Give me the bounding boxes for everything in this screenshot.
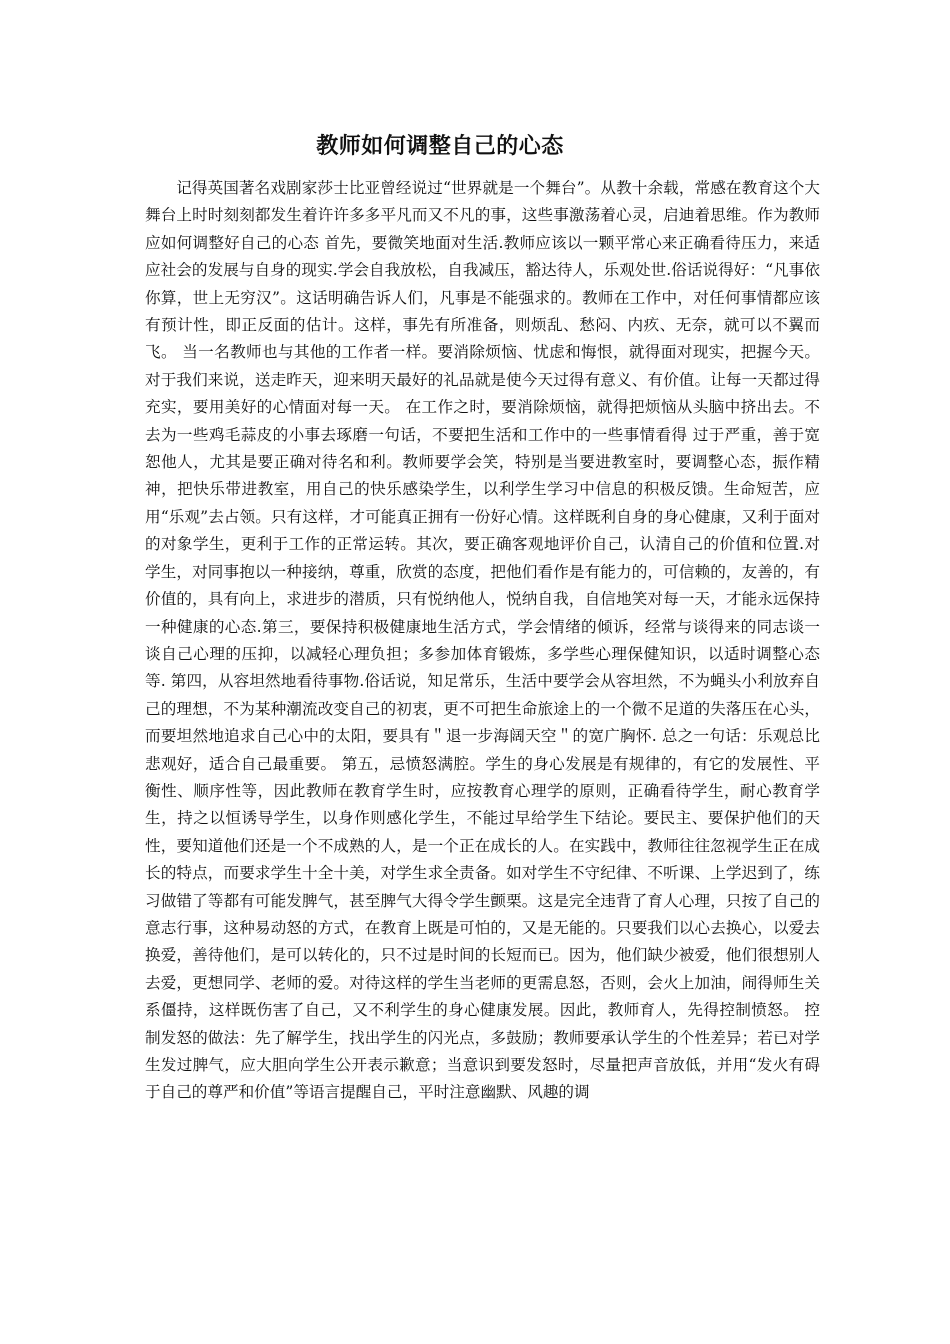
document-body-paragraph: 记得英国著名戏剧家莎士比亚曾经说过“世界就是一个舞台”。从教十余载，常感在教育这个大舞台上时时刻刻都发生着许许多多平凡而又不凡的事，这些事激荡着心灵，启迪着思维。作为教师应如何调整好自己的心态 首先，要微笑地面对生活.教师应该以一颗平常心来正确看待压力，来适应社会的发展与自身的现实.学会自我放松，自我减压，豁达待人，乐观处世.俗话说得好：“凡事依你算，世上无穷汉”。这话明确告诉人们，凡事是不能强求的。教师在工作中，对任何事情都应该有预计性，即正反面的估计。这样，事先有所准备，则烦乱、愁闷、内疚、无奈，就可以不翼而飞。 当一名教师也与其他的工作者一样。要消除烦恼、忧虑和悔恨，就得面对现实，把握今天。对于我们来说，送走昨天，迎来明天最好的礼品就是使今天过得有意义、有价值。让每一天都过得充实，要用美好的心情面对每一天。 在工作之时，要消除烦恼，就得把烦恼从头脑中挤出去。不去为一些鸡毛蒜皮的小事去琢磨一句话，不要把生活和工作中的一些事情看得 过于严重，善于宽恕他人，尤其是要正确对待名和利。教师要学会笑，特别是当要进教室时，要调整心态，振作精神，把快乐带进教室，用自己的快乐感染学生，以利学生学习中信息的积极反馈。生命短苦，应用“乐观”去占领。只有这样，才可能真正拥有一份好心情。这样既利自身的身心健康，又利于面对的对象学生，更利于工作的正常运转。其次，要正确客观地评价自己，认清自己的价值和位置.对学生，对同事抱以一种接纳，尊重，欣赏的态度，把他们看作是有能力的，可信赖的，友善的，有价值的，具有向上，求进步的潜质，只有悦纳他人，悦纳自我，自信地笑对每一天，才能永远保持一种健康的心态.第三，要保持积极健康地生活方式，学会情绪的倾诉，经常与谈得来的同志谈一谈自己心理的压抑，以减轻心理负担；多参加体育锻炼，多学些心理保健知识，以适时调整心态等. 第四，从容坦然地看待事物.俗话说，知足常乐，生活中要学会从容坦然，不为蝇头小利放弃自己的理想，不为某种潮流改变自己的初衷，更不可把生命旅途上的一个微不足道的失落压在心头，而要坦然地追求自己心中的太阳，要具有＂退一步海阔天空＂的宽广胸怀. 总之一句话：乐观总比悲观好，适合自己最重要。 第五，忌愤怒满腔。学生的身心发展是有规律的，有它的发展性、平衡性、顺序性等，因此教师在教育学生时，应按教育心理学的原则，正确看待学生，耐心教育学生，持之以恒诱导学生，以身作则感化学生，不能过早给学生下结论。要民主、要保护他们的天性，要知道他们还是一个不成熟的人，是一个正在成长的人。在实践中，教师往往忽视学生正在成长的特点，而要求学生十全十美，对学生求全责备。如对学生不守纪律、不听课、上学迟到了，练习做错了等都有可能发脾气，甚至脾气大得令学生颤栗。这是完全违背了育人心理，只按了自己的意志行事，这种易动怒的方式，在教育上既是可怕的，又是无能的。只要我们以心去换心，以爱去换爱，善待他们，是可以转化的，只不过是时间的长短而已。因为，他们缺少被爱，他们很想别人去爱，更想同学、老师的爱。对待这样的学生当老师的更需息怒，否则，会火上加油，闹得师生关系僵持，这样既伤害了自己，又不利学生的身心健康发展。因此，教师育人，先得控制愤怒。 控制发怒的做法：先了解学生，找出学生的闪光点，多鼓励；教师要承认学生的个性差异；若已对学生发过脾气，应大胆向学生公开表示歉意；当意识到要发怒时，尽量把声音放低，并用“发火有碍于自己的尊严和价值”等语言提醒自己，平时注意幽默、风趣的调: [145, 179, 820, 1102]
document-title: 教师如何调整自己的心态: [316, 134, 564, 159]
